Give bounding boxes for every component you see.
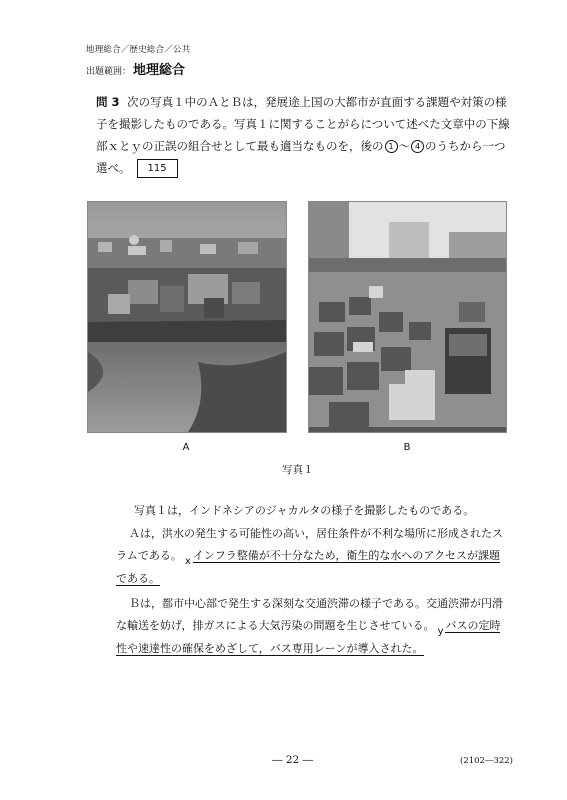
question-text-1: 次の写真１中のＡとＢは，発展途上国の大都市が直面する課題や対策の様子を撮影したものである。写真１に関することがらについて述べた文章中の下線部ｘとｙの正誤の組合せとして最も適当なものを，後の: [96, 95, 510, 153]
passage-paragraph-b: [116, 593, 508, 660]
question-text-2: のうちから一つ選べ。: [96, 139, 506, 175]
underline-marker-y: y: [437, 626, 444, 637]
range-value: 地理総合: [133, 63, 186, 78]
paragraph-b-text: Ｂは，都市中心部で発生する深刻な交通渋滞の様子である。交通渋滞が円滑な輸送を妨げ，排ガスによる大気汚染の問題を生じさせている。: [116, 597, 503, 632]
passage-intro: 写真１は，インドネシアのジャカルタの様子を撮影したものである。: [134, 504, 475, 517]
photo-a-label: A: [182, 442, 190, 453]
answer-number-box: 115: [137, 159, 178, 178]
passage-paragraph-a: [116, 523, 508, 590]
exam-code: (2102―322): [460, 756, 513, 766]
photo-a-slum: [87, 201, 287, 433]
subject-header: 地理総合／歴史総合／公共: [86, 45, 191, 55]
photo-caption: 写真１: [282, 464, 314, 476]
underlined-statement-x: インフラ整備が不十分なため，衛生的な水へのアクセスが課題である。: [116, 549, 501, 585]
tilde: 〜: [398, 139, 410, 153]
choice-last-circle: 4: [411, 140, 424, 153]
photo-b-label: B: [403, 442, 411, 453]
question-3: [96, 91, 516, 179]
exam-range: [86, 59, 185, 78]
page-number: ― 22 ―: [272, 754, 314, 766]
choice-first-circle: 1: [385, 140, 398, 153]
underline-marker-x: x: [184, 556, 191, 567]
paragraph-a-text: Ａは，洪水の発生する可能性の高い，居住条件が不利な場所に形成されたスラムである。: [116, 527, 503, 562]
underlined-statement-y: バスの定時性や速達性の確保をめざして，バス専用レーンが導入された。: [116, 619, 501, 655]
photo-b-traffic: [308, 201, 507, 433]
range-label: 出題範囲：: [86, 67, 132, 77]
question-number: 問 3: [96, 95, 120, 109]
